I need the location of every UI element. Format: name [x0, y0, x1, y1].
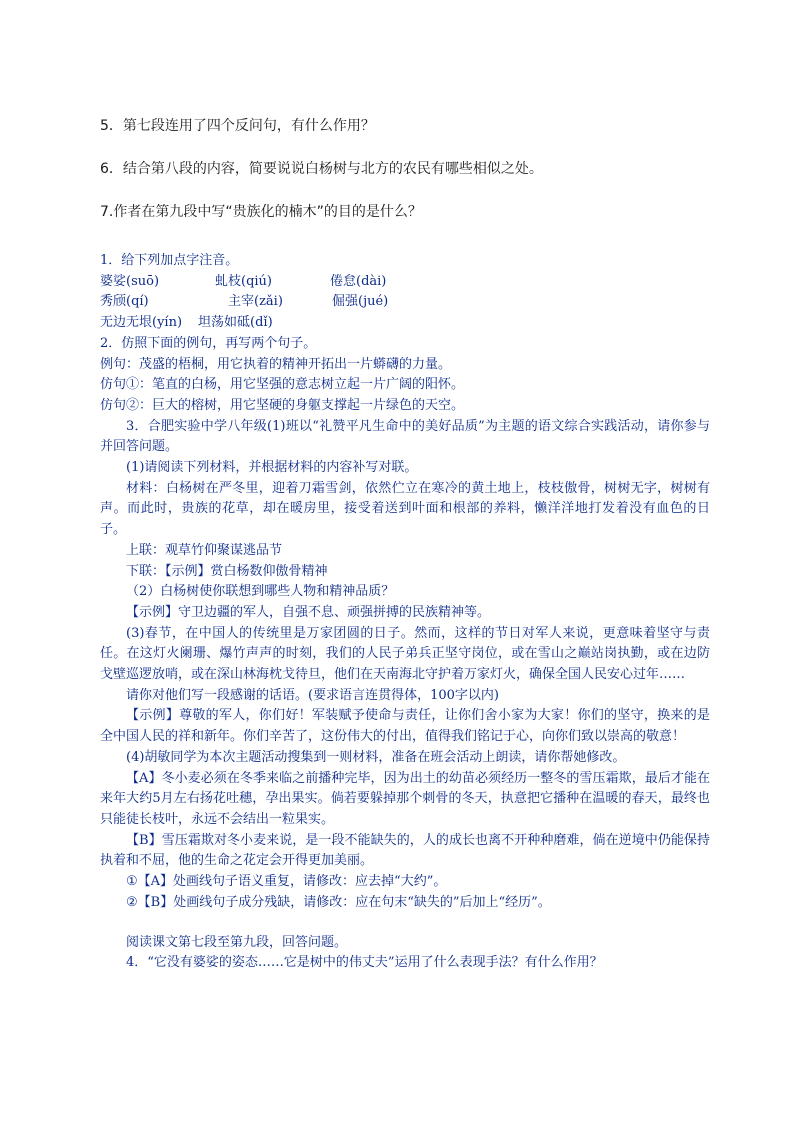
couplet-upper: 上联：观草竹仰聚谋逃品节: [126, 542, 283, 558]
answer-3-part-3-request: 请你对他们写一段感谢的话语。(要求语言连贯得体，100字以内): [126, 687, 499, 703]
pinyin-item: 婆娑(suō): [100, 273, 160, 289]
answer-3-part-1: (1)请阅读下列材料，并根据材料的内容补写对联。: [126, 460, 418, 476]
answer-2-example: 例句：茂盛的梧桐，用它执着的精神开拓出一片蟒礴的力量。: [100, 356, 452, 372]
question-7: 7.作者在第九段中写“贵族化的楠木”的目的是什么？: [100, 204, 422, 220]
pinyin-item: 主宰(zǎi): [228, 294, 283, 310]
revision-2: ②【B】处画线句子成分残缺，请修改：应在句末“缺失的”后加上“经历”。: [126, 894, 551, 910]
answer-1-title: 1．给下列加点字注音。: [100, 253, 239, 268]
material-a: 【A】冬小麦必须在冬季来临之前播种完毕，因为出土的幼苗必须经历一整冬的雪压霜欺，最后才能在来年大约5月左右扬花吐穗，孕出果实。倘若要躲掉那个刺骨的冬天，执意把它播种在温暖的春天，最终也只能徒长枝叶，永远不会结出一粒果实。: [100, 770, 710, 827]
couplet-lower: 下联：【示例】赏白杨数仰傲骨精神: [126, 563, 328, 579]
answer-3-part-3-answer: 【示例】尊敬的军人，你们好！军装赋予使命与责任，让你们舍小家为大家！你们的坚守，换来的是全中国人民的祥和新年。你们辛苦了，这份伟大的付出，值得我们铭记于心，向你们致以崇高的敬意！: [100, 708, 710, 745]
pinyin-row-3: [100, 313, 710, 334]
answer-2-sentence-1: 仿句①：笔直的白杨，用它坚强的意志树立起一片广阔的阳怀。: [100, 377, 465, 393]
question-5: 5．第七段连用了四个反问句，有什么作用？: [100, 118, 375, 134]
answer-3-part-2-answer: 【示例】守卫边疆的军人，自强不息、顽强拼搏的民族精神等。: [126, 604, 491, 620]
answer-3-part-2: （2）白杨树使你联想到哪些人物和精神品质？: [126, 584, 395, 600]
reading-instruction: 阅读课文第七段至第九段，回答问题。: [126, 934, 348, 950]
answer-3-material: 材料：白杨树在严冬里，迎着刀霜雪剑，依然伫立在寒冷的黄土地上，枝枝傲骨，树树无字，树树有声。而此时，贵族的花草，却在暖房里，接受着送到叶面和根部的养料，懒洋洋地打发着没有血色的日子。: [100, 480, 710, 538]
pinyin-item: 秀颀(qí): [100, 294, 149, 310]
pinyin-item: 倦怠(dài): [330, 273, 387, 289]
pinyin-item: 倔强(jué): [332, 294, 389, 310]
answer-2-title: 2．仿照下面的例句，再写两个句子。: [100, 335, 317, 351]
pinyin-row-1: [100, 272, 710, 293]
material-b: 【B】雪压霜欺对冬小麦来说，是一段不能缺失的，人的成长也离不开种种磨难，倘在逆境中仍能保持执着和不屈，他的生命之花定会开得更加美丽。: [100, 832, 710, 869]
answer-3-part-4: (4)胡敏同学为本次主题活动搜集到一则材料，准备在班会活动上朗读，请你帮她修改。: [126, 749, 626, 765]
answer-section: [100, 251, 710, 974]
question-4: 4．“它没有婆娑的姿态……它是树中的伟丈夫”运用了什么表现手法？有什么作用？: [126, 955, 603, 971]
pinyin-item: 虬枝(qiú): [215, 273, 272, 289]
pinyin-item: 无边无垠(yín): [100, 315, 183, 331]
answer-3-part-3: (3)春节，在中国人的传统里是万家团圆的日子。然而，这样的节日对军人来说，更意味着坚守与责任。在这灯火阑珊、爆竹声声的时刻，我们的人民子弟兵正坚守岗位，或在雪山之巅站岗执勤，或在边防戈壁巡逻放哨，或在深山林海枕戈待旦，他们在天南海北守护着万家灯火，确保全国人民安心过年……: [100, 625, 710, 683]
pinyin-item: 坦荡如砥(dǐ): [198, 315, 273, 331]
revision-1: ①【A】处画线句子语义重复，请修改：应去掉“大约”。: [126, 874, 447, 890]
question-6: 6．结合第八段的内容，简要说说白杨树与北方的农民有哪些相似之处。: [100, 161, 543, 177]
answer-2-sentence-2: 仿句②：巨大的榕树，用它坚硬的身躯支撑起一片绿色的天空。: [100, 397, 465, 413]
pinyin-row-2: [100, 292, 710, 313]
answer-3-title: 3．合肥实验中学八年级(1)班以“礼赞平凡生命中的美好品质”为主题的语文综合实践活动，请你参与并回答问题。: [100, 418, 710, 455]
